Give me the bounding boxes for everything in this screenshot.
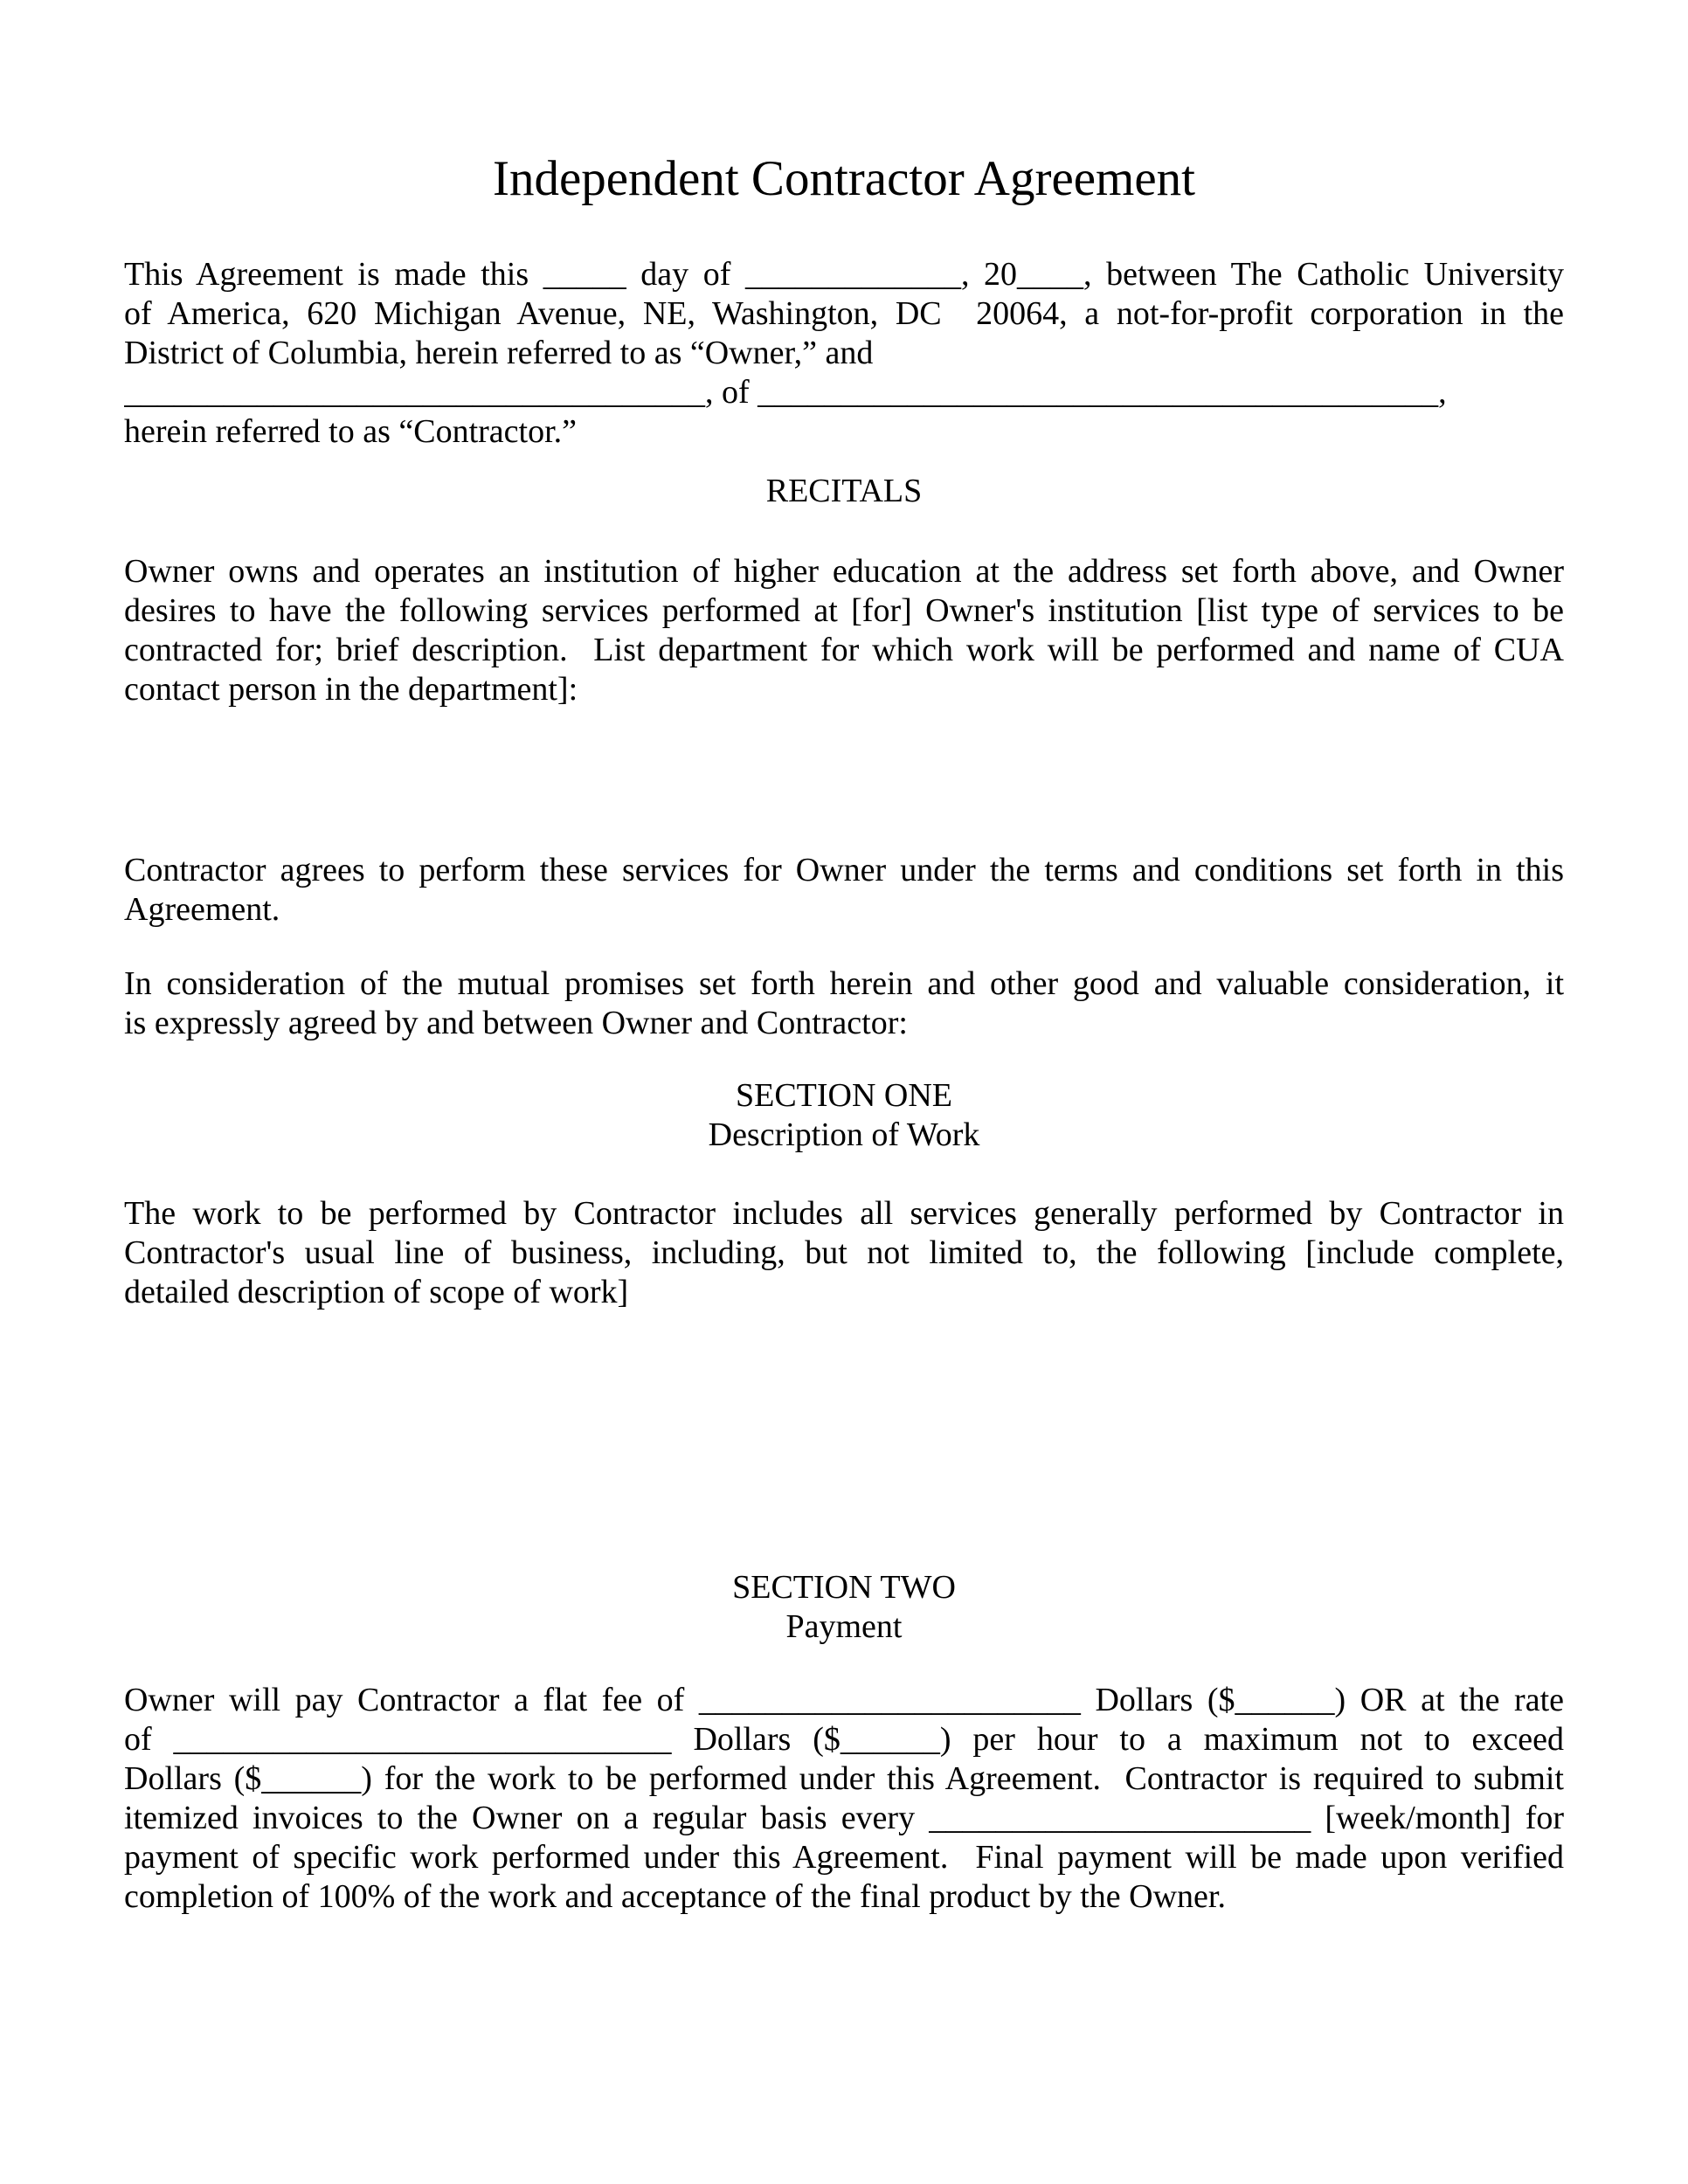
agree-paragraph (124, 851, 1564, 930)
intro-line-owner: District of Columbia, herein referred to as “Owner,” and (124, 335, 874, 371)
section-two-subheading: Payment (785, 1608, 903, 1645)
recitals-line: contracted for; brief description. List department for which work will be performed and name of CUA (124, 632, 1564, 668)
recitals-line: desires to have the following services performed at [for] Owner's institution [list type of services to be (124, 592, 1564, 629)
section-one (124, 1076, 1564, 1155)
intro-line-contractor-blank: ___________________________________, of _________________________________________, (124, 374, 1447, 411)
section-two-heading: SECTION TWO (732, 1569, 956, 1606)
document-title: Independent Contractor Agreement (492, 151, 1196, 206)
agree-line: Agreement. (124, 891, 280, 928)
payment-line-invoices: itemized invoices to the Owner on a regular basis every _______________________ [week/month] for (124, 1800, 1564, 1836)
recitals-line: contact person in the department]: (124, 671, 578, 708)
payment-line-rate: of ______________________________ Dollars ($______) per hour to a maximum not to exceed (124, 1721, 1564, 1758)
payment-line-final: payment of specific work performed under this Agreement. Final payment will be made upon verified (124, 1839, 1564, 1876)
recitals-heading: RECITALS (765, 473, 923, 509)
consideration-line: is expressly agreed by and between Owner and Contractor: (124, 1005, 908, 1041)
intro-paragraph (124, 255, 1564, 452)
payment-line-maximum: Dollars ($______) for the work to be performed under this Agreement. Contractor is required to submit (124, 1760, 1564, 1797)
intro-line-date-blank: This Agreement is made this _____ day of _____________, 20____, between The Catholic University (124, 256, 1564, 293)
section-one-heading: SECTION ONE (735, 1077, 953, 1114)
agree-line: Contractor agrees to perform these services for Owner under the terms and conditions set forth in this (124, 852, 1564, 888)
payment-paragraph (124, 1681, 1564, 1917)
recitals-line: Owner owns and operates an institution of higher education at the address set forth above, and Owner (124, 553, 1564, 590)
work-line: Contractor's usual line of business, including, but not limited to, the following [include complete, (124, 1234, 1564, 1271)
section-two (124, 1568, 1564, 1647)
consideration-paragraph (124, 964, 1564, 1043)
intro-line-contractor: herein referred to as “Contractor.” (124, 413, 578, 450)
payment-line-flat-fee: Owner will pay Contractor a flat fee of _______________________ Dollars ($______) OR at the rate (124, 1682, 1564, 1718)
work-description-paragraph (124, 1194, 1564, 1312)
payment-line-completion: completion of 100% of the work and acceptance of the final product by the Owner. (124, 1878, 1226, 1915)
recitals-paragraph (124, 552, 1564, 709)
intro-line-address: of America, 620 Michigan Avenue, NE, Washington, DC 20064, a not-for-profit corporation in the (124, 295, 1564, 332)
consideration-line: In consideration of the mutual promises set forth herein and other good and valuable consideration, it (124, 965, 1564, 1002)
work-line: detailed description of scope of work] (124, 1274, 629, 1310)
section-one-subheading: Description of Work (708, 1116, 980, 1153)
work-line: The work to be performed by Contractor includes all services generally performed by Contractor in (124, 1195, 1564, 1232)
